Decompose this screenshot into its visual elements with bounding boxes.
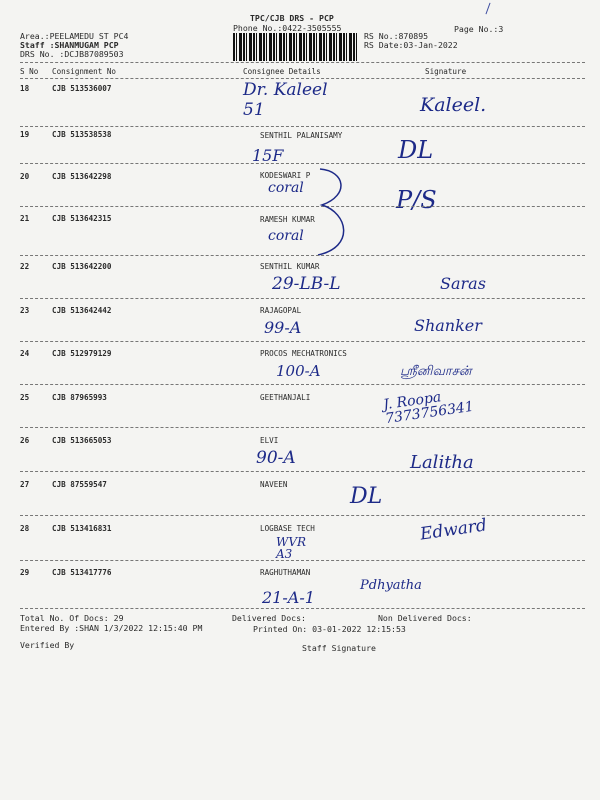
rs-date: RS Date:03-Jan-2022 bbox=[364, 40, 458, 50]
drs-title: TPC/CJB DRS - PCP bbox=[250, 13, 334, 23]
consignee-name: SENTHIL PALANISAMY bbox=[260, 131, 343, 140]
handwritten-signature: ஸ்ரீனிவாசன் bbox=[400, 364, 472, 379]
printed-on: Printed On: 03-01-2022 12:15:53 bbox=[253, 624, 406, 634]
handwritten-note: 29-LB-L bbox=[272, 274, 341, 294]
divider bbox=[20, 62, 585, 63]
page-number: Page No.:3 bbox=[454, 24, 504, 34]
divider bbox=[20, 608, 585, 609]
handwritten-signature: Lalitha bbox=[410, 452, 474, 473]
divider bbox=[20, 255, 585, 256]
consignee-name: PROCOS MECHATRONICS bbox=[260, 349, 347, 358]
handwritten-signature: Edward bbox=[418, 515, 489, 545]
divider bbox=[20, 298, 585, 299]
row-consignment: CJB 513642442 bbox=[52, 306, 112, 315]
divider bbox=[20, 78, 585, 79]
consignee-name: RAJAGOPAL bbox=[260, 306, 302, 315]
handwritten-signature: P/S bbox=[396, 186, 437, 214]
divider bbox=[20, 126, 585, 127]
handwritten-note: coral bbox=[268, 180, 304, 196]
divider bbox=[20, 163, 585, 164]
handwritten-note: WVR A3 bbox=[276, 535, 307, 561]
row-consignment: CJB 87965993 bbox=[52, 393, 107, 402]
row-consignment: CJB 512979129 bbox=[52, 349, 112, 358]
bracket-scribble bbox=[300, 165, 360, 265]
consignee-name: NAVEEN bbox=[260, 480, 288, 489]
handwritten-note: 15F bbox=[252, 146, 284, 165]
consignee-name: SENTHIL KUMAR bbox=[260, 262, 320, 271]
phone-number: Phone No.:0422-3505555 bbox=[233, 23, 342, 33]
consignee-name: RAGHUTHAMAN bbox=[260, 568, 311, 577]
delivered-docs: Delivered Docs: bbox=[232, 613, 306, 623]
divider bbox=[20, 384, 585, 385]
staff-signature-label: Staff Signature bbox=[302, 643, 376, 653]
col-sno: S No bbox=[20, 67, 39, 76]
divider bbox=[20, 471, 585, 472]
handwritten-note: coral bbox=[268, 228, 304, 244]
row-sno: 29 bbox=[20, 568, 30, 577]
consignee-name: ELVI bbox=[260, 436, 279, 445]
handwritten-signature: Shanker bbox=[414, 316, 482, 335]
divider bbox=[20, 560, 585, 561]
row-sno: 25 bbox=[20, 393, 30, 402]
handwritten-signature: J. Roopa 7373756341 bbox=[382, 389, 475, 428]
staff-name: Staff :SHANMUGAM PCP bbox=[20, 40, 119, 50]
row-sno: 24 bbox=[20, 349, 30, 358]
row-sno: 26 bbox=[20, 436, 30, 445]
row-sno: 28 bbox=[20, 524, 30, 533]
row-consignment: CJB 513538538 bbox=[52, 130, 112, 139]
handwritten-note: 90-A bbox=[256, 448, 296, 468]
handwritten-signature: DL bbox=[398, 136, 434, 164]
consignee-name: LOGBASE TECH bbox=[260, 524, 315, 533]
row-sno: 19 bbox=[20, 130, 30, 139]
row-sno: 18 bbox=[20, 84, 30, 93]
entered-by: Entered By :SHAN 1/3/2022 12:15:40 PM bbox=[20, 623, 203, 633]
consignee-name: RAMESH KUMAR bbox=[260, 215, 315, 224]
area: Area.:PEELAMEDU ST PC4 bbox=[20, 31, 129, 41]
row-sno: 21 bbox=[20, 214, 30, 223]
handwritten-note: Dr. Kaleel 51 bbox=[243, 80, 328, 120]
handwritten-signature: Kaleel. bbox=[420, 94, 487, 116]
row-consignment: CJB 513642200 bbox=[52, 262, 112, 271]
row-consignment: CJB 513416831 bbox=[52, 524, 112, 533]
row-sno: 27 bbox=[20, 480, 30, 489]
drs-number: DRS No. :DCJB87089503 bbox=[20, 49, 124, 59]
verified-by: Verified By bbox=[20, 640, 75, 650]
row-sno: 22 bbox=[20, 262, 30, 271]
handwritten-signature: DL bbox=[350, 484, 383, 509]
consignee-name: KODESWARI P bbox=[260, 171, 311, 180]
col-consignee: Consignee Details bbox=[243, 67, 321, 76]
row-consignment: CJB 513417776 bbox=[52, 568, 112, 577]
row-consignment: CJB 513642298 bbox=[52, 172, 112, 181]
non-delivered-docs: Non Delivered Docs: bbox=[378, 613, 472, 623]
row-consignment: CJB 513642315 bbox=[52, 214, 112, 223]
rs-number: RS No.:870895 bbox=[364, 31, 429, 41]
handwritten-note: 21-A-1 bbox=[262, 588, 315, 607]
divider bbox=[20, 341, 585, 342]
row-consignment: CJB 87559547 bbox=[52, 480, 107, 489]
row-sno: 20 bbox=[20, 172, 30, 181]
col-consignment: Consignment No bbox=[52, 67, 117, 76]
handwritten-note: 99-A bbox=[264, 318, 302, 337]
row-consignment: CJB 513665053 bbox=[52, 436, 112, 445]
consignee-name: GEETHANJALI bbox=[260, 393, 311, 402]
handwritten-note: 100-A bbox=[276, 362, 321, 380]
barcode bbox=[233, 33, 357, 61]
row-consignment: CJB 513536007 bbox=[52, 84, 112, 93]
col-signature: Signature bbox=[425, 67, 467, 76]
divider bbox=[20, 427, 585, 428]
divider bbox=[20, 515, 585, 516]
check-mark-icon bbox=[485, 3, 490, 15]
handwritten-signature: Saras bbox=[440, 274, 486, 293]
total-docs: Total No. Of Docs: 29 bbox=[20, 613, 124, 623]
row-sno: 23 bbox=[20, 306, 30, 315]
handwritten-signature: Pdhyatha bbox=[360, 578, 422, 593]
